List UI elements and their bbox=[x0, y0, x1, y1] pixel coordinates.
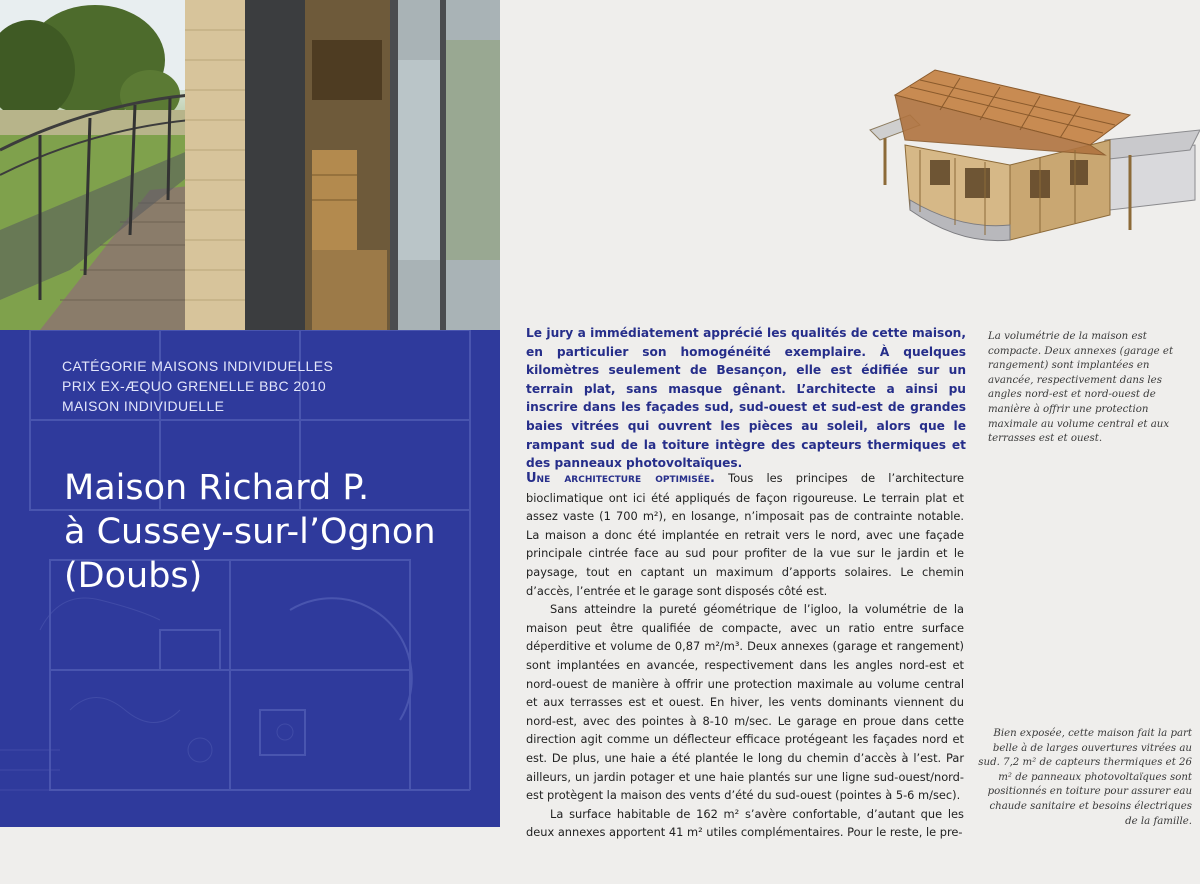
intro-paragraph: Le jury a immédiatement apprécié les qualités de cette maison, en particulier son homogénéité exemplaire. À quelques kilomètres seulement de Besançon, elle est édifiée sur un terrain plat, sans masque gênant. L’architecte a ainsi pu inscrire dans les façades sud, sud-ouest et sud-est de grandes baies vitrées qui ouvrent les pièces au soleil, alors que le rampant sud de la toiture intègre des capteurs thermiques et des panneaux photovoltaïques. bbox=[526, 326, 966, 471]
caption-exposure: Bien exposée, cette maison fait la part belle à de larges ouvertures vitrées au sud. 7,2 m² de capteurs thermiques et 26 m² de panneaux photovoltaïques sont positionnés en toiture pour assurer eau chaude sanitaire et besoins électriques de la famille. bbox=[978, 728, 1192, 827]
article-title bbox=[64, 466, 436, 598]
title-line-1: Maison Richard P. bbox=[64, 468, 370, 508]
body-paragraph-3: La surface habitable de 162 m² s’avère confortable, d’autant que les deux annexes apportent 41 m² utiles complémentaires. Pour le reste, le pre- bbox=[526, 806, 964, 840]
category-line-1: CATÉGORIE MAISONS INDIVIDUELLES bbox=[62, 358, 334, 374]
title-panel bbox=[0, 330, 500, 827]
caption-drawing: La volumétrie de la maison est compacte. Deux annexes (garage et rangement) sont implantées en avancée, respectivement dans les angles nord-est et nord-ouest de manière à offrir une protection maximale au volume central et aux terrasses est et ouest. bbox=[988, 331, 1174, 445]
section-heading: Une architecture optimisée. bbox=[526, 471, 715, 486]
title-line-3: (Doubs) bbox=[64, 556, 203, 596]
balcony-photo-illustration bbox=[0, 0, 500, 330]
article-body bbox=[526, 469, 964, 842]
body-paragraph-1-text: Tous les principes de l’architecture bioclimatique ont ici été appliqués de façon rigoureuse. Le terrain plat et assez vaste (1 700 m²), en losange, n’imposait pas de contrainte notable. La maison a donc été implantée en retrait vers le nord, avec une façade principale cintrée face au sud pour profiter de la vue sur le jardin et le paysage, tout en captant un maximum d’apports solaires. Le chemin d’accès, l’entrée et le garage sont disposés côté est. bbox=[526, 471, 965, 598]
body-paragraph-2: Sans atteindre la pureté géométrique de l’igloo, la volumétrie de la maison peut être qualifiée de compacte, avec un ratio entre surface déperditive et volume de 0,87 m²/m³. Deux annexes (garage et rangement) sont implantées en avancée, respectivement dans les angles nord-est et nord-ouest de manière à offrir une protection maximale au volume central et aux terrasses est et ouest. En hiver, les vents dominants viennent du nord-est, avec des pointes à 8-10 m/sec. Le garage en proue dans cette direction agit comme un déflecteur efficace protégeant les façades nord et est. De plus, une haie a été plantée le long du chemin d’accès à l’est. Par ailleurs, un jardin potager et une haie plantés sur une ligne sud-ouest/nord-est protègent la maison des vents d’été du sud-ouest (pointes à 5-6 m/sec). bbox=[526, 602, 964, 803]
category-line-3: MAISON INDIVIDUELLE bbox=[62, 398, 225, 414]
title-line-2: à Cussey-sur-l’Ognon bbox=[64, 512, 436, 552]
body-paragraph-1 bbox=[526, 469, 964, 600]
house-3d-drawing bbox=[860, 60, 1200, 250]
category-line-2: PRIX EX-ÆQUO GRENELLE BBC 2010 bbox=[62, 378, 327, 394]
house-balcony-photo bbox=[0, 0, 500, 330]
